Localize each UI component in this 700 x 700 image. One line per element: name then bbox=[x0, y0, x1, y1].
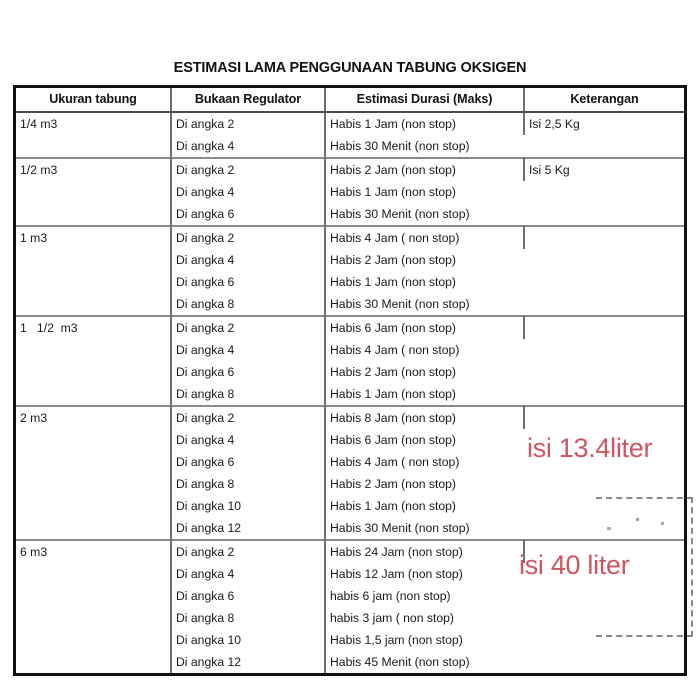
cell-estimasi-durasi: Habis 4 Jam ( non stop) bbox=[330, 455, 460, 469]
cell-estimasi-durasi: Habis 4 Jam ( non stop) bbox=[330, 343, 460, 357]
cell-keterangan: Isi 5 Kg bbox=[524, 158, 684, 226]
cell-bukaan-regulator: Di angka 12 bbox=[171, 517, 325, 540]
cell-estimasi-durasi: habis 3 jam ( non stop) bbox=[330, 611, 454, 625]
cell-bukaan-regulator: Di angka 12 bbox=[171, 651, 325, 673]
cell-bukaan-regulator: Di angka 8 bbox=[171, 473, 325, 495]
cell-bukaan-regulator: Di angka 2 bbox=[171, 316, 325, 339]
table-body bbox=[16, 112, 684, 673]
cell-estimasi-durasi: Habis 8 Jam (non stop) bbox=[325, 406, 524, 429]
oxygen-duration-table bbox=[16, 88, 684, 673]
cell-keterangan bbox=[524, 406, 684, 540]
cell-estimasi-durasi: Habis 2 Jam (non stop) bbox=[330, 253, 456, 267]
table-row bbox=[16, 158, 684, 181]
oxygen-duration-table-container bbox=[13, 85, 687, 676]
cell-estimasi-durasi: Habis 1 Jam (non stop) bbox=[330, 275, 456, 289]
cell-bukaan-regulator: Di angka 10 bbox=[171, 629, 325, 651]
cell-ukuran-tabung: 6 m3 bbox=[16, 540, 171, 673]
cell-bukaan-regulator: Di angka 6 bbox=[171, 585, 325, 607]
cell-estimasi-durasi: Habis 1 Jam (non stop) bbox=[330, 185, 456, 199]
cell-bukaan-regulator: Di angka 10 bbox=[171, 495, 325, 517]
cell-ukuran-tabung: 1 m3 bbox=[16, 226, 171, 316]
cell-estimasi-durasi: Habis 24 Jam (non stop) bbox=[325, 540, 524, 563]
cell-ukuran-tabung: 1 1/2 m3 bbox=[16, 316, 171, 406]
cell-bukaan-regulator: Di angka 4 bbox=[171, 249, 325, 271]
cell-estimasi-durasi: Habis 2 Jam (non stop) bbox=[325, 158, 524, 181]
cell-bukaan-regulator: Di angka 8 bbox=[171, 607, 325, 629]
cell-bukaan-regulator: Di angka 8 bbox=[171, 383, 325, 406]
cell-ukuran-tabung: 1/2 m3 bbox=[16, 158, 171, 226]
table-header-row bbox=[16, 88, 684, 112]
cell-estimasi-durasi: Habis 1 Jam (non stop) bbox=[325, 112, 524, 135]
cell-estimasi-durasi: Habis 2 Jam (non stop) bbox=[330, 477, 456, 491]
cell-estimasi-durasi: Habis 30 Menit (non stop) bbox=[330, 521, 470, 535]
column-header-estimasi-durasi: Estimasi Durasi (Maks) bbox=[325, 88, 524, 112]
cell-keterangan bbox=[524, 316, 684, 406]
table-row bbox=[16, 112, 684, 135]
column-header-keterangan: Keterangan bbox=[524, 88, 684, 112]
cell-keterangan bbox=[524, 226, 684, 316]
cell-estimasi-durasi: Habis 30 Menit (non stop) bbox=[330, 207, 470, 221]
cell-estimasi-durasi: Habis 6 Jam (non stop) bbox=[330, 433, 456, 447]
cell-estimasi-durasi: Habis 1 Jam (non stop) bbox=[330, 387, 456, 401]
cell-keterangan: Isi 2,5 Kg bbox=[529, 117, 580, 131]
table-row bbox=[16, 406, 684, 429]
table-row bbox=[16, 316, 684, 339]
cell-estimasi-durasi: Habis 2 Jam (non stop) bbox=[330, 365, 456, 379]
cell-estimasi-durasi: Habis 6 Jam (non stop) bbox=[325, 316, 524, 339]
cell-bukaan-regulator: Di angka 4 bbox=[171, 135, 325, 158]
column-header-bukaan-regulator: Bukaan Regulator bbox=[171, 88, 325, 112]
cell-estimasi-durasi: Habis 30 Menit (non stop) bbox=[330, 297, 470, 311]
cell-bukaan-regulator: Di angka 2 bbox=[171, 158, 325, 181]
cell-bukaan-regulator: Di angka 6 bbox=[171, 271, 325, 293]
cell-bukaan-regulator: Di angka 2 bbox=[171, 406, 325, 429]
cell-bukaan-regulator: Di angka 6 bbox=[171, 451, 325, 473]
annotation-isi-40-liter: isi 40 liter bbox=[519, 550, 630, 580]
column-header-ukuran-tabung: Ukuran tabung bbox=[16, 88, 171, 112]
cell-estimasi-durasi: Habis 30 Menit (non stop) bbox=[330, 139, 470, 153]
cell-ukuran-tabung: 2 m3 bbox=[16, 406, 171, 540]
table-row bbox=[16, 226, 684, 249]
cell-bukaan-regulator: Di angka 4 bbox=[171, 181, 325, 203]
page-title: ESTIMASI LAMA PENGGUNAAN TABUNG OKSIGEN bbox=[173, 60, 527, 76]
cell-estimasi-durasi: habis 6 jam (non stop) bbox=[330, 589, 451, 603]
cell-bukaan-regulator: Di angka 4 bbox=[171, 339, 325, 361]
cell-bukaan-regulator: Di angka 2 bbox=[171, 226, 325, 249]
cell-estimasi-durasi: Habis 12 Jam (non stop) bbox=[330, 567, 463, 581]
table-header bbox=[16, 88, 684, 112]
annotation-isi-13-4-liter: isi 13.4liter bbox=[527, 433, 653, 463]
cell-ukuran-tabung: 1/4 m3 bbox=[16, 112, 171, 158]
cell-bukaan-regulator: Di angka 4 bbox=[171, 563, 325, 585]
cell-estimasi-durasi: Habis 4 Jam ( non stop) bbox=[325, 226, 524, 249]
cell-bukaan-regulator: Di angka 6 bbox=[171, 361, 325, 383]
cell-bukaan-regulator: Di angka 8 bbox=[171, 293, 325, 316]
cell-bukaan-regulator: Di angka 2 bbox=[171, 540, 325, 563]
cell-estimasi-durasi: Habis 1,5 jam (non stop) bbox=[330, 633, 463, 647]
cell-bukaan-regulator: Di angka 2 bbox=[171, 112, 325, 135]
cell-bukaan-regulator: Di angka 6 bbox=[171, 203, 325, 226]
cell-estimasi-durasi: Habis 1 Jam (non stop) bbox=[330, 499, 456, 513]
cell-estimasi-durasi: Habis 45 Menit (non stop) bbox=[330, 655, 470, 669]
cell-bukaan-regulator: Di angka 4 bbox=[171, 429, 325, 451]
